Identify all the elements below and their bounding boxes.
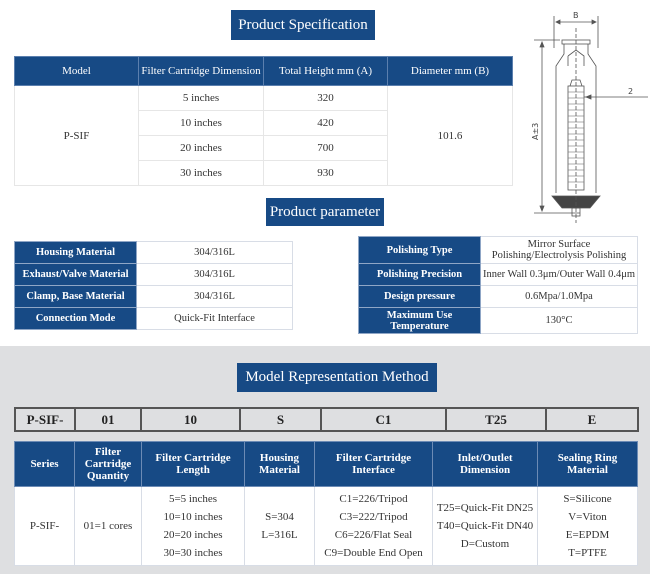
param-label: Polishing Precision: [359, 264, 481, 286]
table-row: [15, 308, 293, 330]
spec-header-row: [15, 57, 513, 86]
dimension-cell: 10 inches: [139, 111, 264, 136]
height-cell: 700: [264, 136, 388, 161]
code-length: 10: [141, 408, 240, 431]
table-row: [359, 264, 638, 286]
param-label: Exhaust/Valve Material: [15, 264, 137, 286]
param-value: Inner Wall 0.3μm/Outer Wall 0.4μm: [481, 264, 638, 286]
table-row: [15, 86, 513, 111]
param-label: Clamp, Base Material: [15, 286, 137, 308]
option-line: T=PTFE: [568, 547, 607, 559]
dimension-cell: 30 inches: [139, 161, 264, 186]
header-interface: Filter Cartridge Interface: [315, 442, 433, 487]
param-value: 304/316L: [137, 286, 293, 308]
quantity-cell: [75, 487, 142, 566]
option-line: S=304: [265, 511, 294, 523]
diameter-cell: 101.6: [388, 86, 513, 186]
header-total-height: Total Height mm (A): [264, 57, 388, 86]
dimension-cell: 20 inches: [139, 136, 264, 161]
option-line: C9=Double End Open: [324, 547, 423, 559]
option-line: V=Viton: [568, 511, 607, 523]
parameter-table-right: [358, 236, 638, 334]
option-line: C1=226/Tripod: [339, 493, 408, 505]
option-line: E=EPDM: [565, 529, 610, 541]
table-row: [15, 286, 293, 308]
sealing-cell: [538, 487, 638, 566]
model-cell: P-SIF: [15, 86, 139, 186]
option-line: 10=10 inches: [163, 511, 223, 523]
option-line: C6=226/Flat Seal: [334, 529, 413, 541]
code-inlet-outlet: T25: [446, 408, 546, 431]
height-cell: 930: [264, 161, 388, 186]
dimension-cell: 5 inches: [139, 86, 264, 111]
option-line: S=Silicone: [563, 493, 612, 505]
header-sealing: Sealing Ring Material: [538, 442, 638, 487]
model-representation-table: [14, 441, 638, 566]
product-parameter-title: Product parameter: [266, 198, 384, 226]
inlet-outlet-cell: [433, 487, 538, 566]
series-cell: [15, 487, 75, 566]
header-housing: Housing Material: [245, 442, 315, 487]
code-interface: C1: [321, 408, 446, 431]
param-label: Polishing Type: [359, 237, 481, 264]
table-row: [359, 308, 638, 334]
table-row: [359, 237, 638, 264]
code-quantity: 01: [75, 408, 141, 431]
height-cell: 420: [264, 111, 388, 136]
product-specification-title: Product Specification: [231, 10, 375, 40]
code-housing: S: [240, 408, 321, 431]
header-inlet-outlet: Inlet/Outlet Dimension: [433, 442, 538, 487]
housing-cell: [245, 487, 315, 566]
interface-cell: [315, 487, 433, 566]
filter-housing-drawing: [520, 8, 648, 230]
header-length: Filter Cartridge Length: [142, 442, 245, 487]
param-label: Design pressure: [359, 286, 481, 308]
header-model: Model: [15, 57, 139, 86]
option-line: 5=5 inches: [168, 493, 218, 505]
param-label: Connection Mode: [15, 308, 137, 330]
table-row: [359, 286, 638, 308]
option-line: 30=30 inches: [163, 547, 223, 559]
param-value: 0.6Mpa/1.0Mpa: [481, 286, 638, 308]
specification-table: [14, 56, 513, 186]
param-value: 304/316L: [137, 264, 293, 286]
drawing-label-b: B: [573, 11, 579, 20]
param-value: Mirror Surface Polishing/Electrolysis Polishing: [481, 237, 638, 264]
parameter-table-left: [14, 241, 293, 330]
model-representation-title: Model Representation Method: [237, 363, 437, 392]
header-cartridge-dimension: Filter Cartridge Dimension: [139, 57, 264, 86]
option-line: C3=222/Tripod: [339, 511, 408, 523]
param-value: 304/316L: [137, 242, 293, 264]
height-cell: 320: [264, 86, 388, 111]
option-line: P-SIF-: [29, 520, 60, 532]
length-cell: [142, 487, 245, 566]
option-line: T25=Quick-Fit DN25: [436, 502, 534, 514]
table-row: [15, 408, 638, 431]
param-value: 130°C: [481, 308, 638, 334]
drawing-label-gap: 2: [628, 87, 634, 96]
option-line: L=316L: [261, 529, 298, 541]
option-line: D=Custom: [460, 538, 510, 550]
model-code-row: [14, 407, 639, 432]
option-line: 20=20 inches: [163, 529, 223, 541]
rep-header-row: [15, 442, 638, 487]
code-series: P-SIF-: [15, 408, 75, 431]
option-line: T40=Quick-Fit DN40: [436, 520, 534, 532]
param-label: Maximum Use Temperature: [359, 308, 481, 334]
param-value: Quick-Fit Interface: [137, 308, 293, 330]
drawing-label-a: A±3: [531, 122, 540, 140]
header-diameter: Diameter mm (B): [388, 57, 513, 86]
param-label: Housing Material: [15, 242, 137, 264]
option-line: 01=1 cores: [83, 520, 133, 532]
table-row: [15, 264, 293, 286]
table-row: [15, 487, 638, 566]
code-sealing: E: [546, 408, 638, 431]
header-series: Series: [15, 442, 75, 487]
table-row: [15, 242, 293, 264]
header-quantity: Filter Cartridge Quantity: [75, 442, 142, 487]
